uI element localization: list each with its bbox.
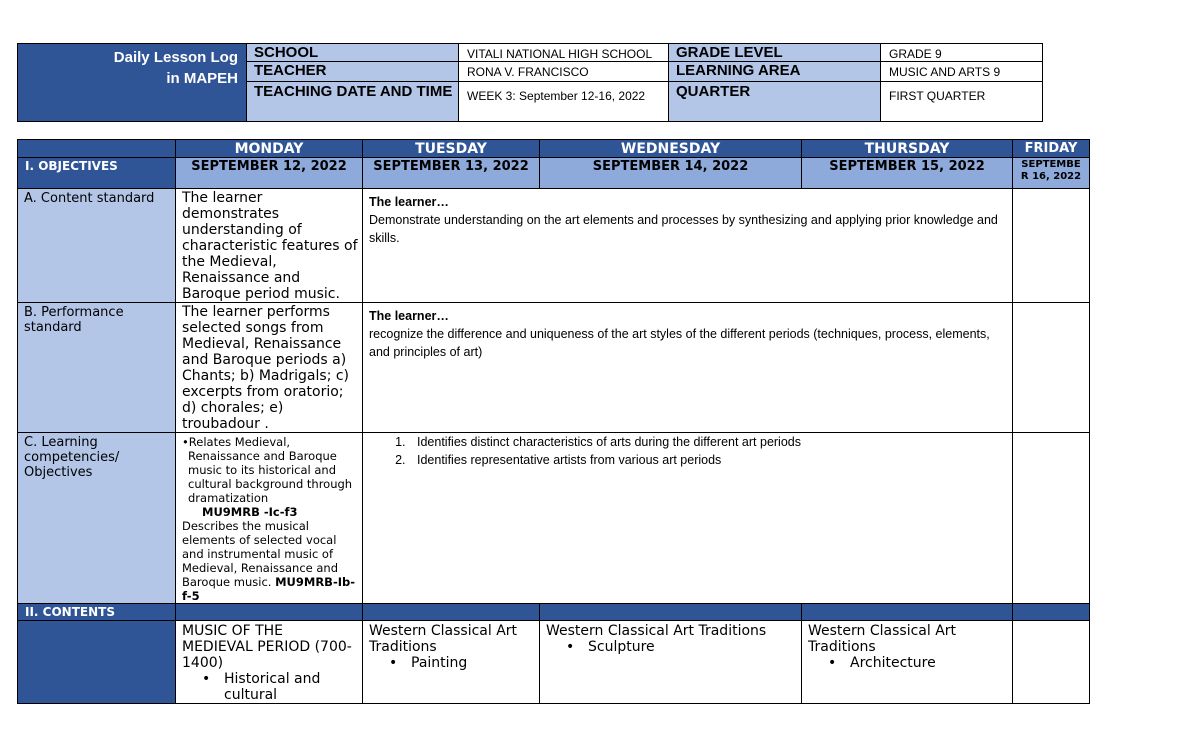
learning-area-value: MUSIC AND ARTS 9 [881,62,1043,82]
school-label: SCHOOL [247,44,459,62]
quarter-label: QUARTER [669,82,881,122]
contents-tuesday-title: Western Classical Art Traditions [369,623,518,655]
competency-bullet-1-rest: Renaissance and Baroque music to its historical and cultural background through dramatization [188,449,353,505]
day-tuesday: TUESDAY [363,140,540,158]
performance-standard-label: B. Performance standard [18,303,176,433]
day-wednesday: WEDNESDAY [540,140,802,158]
performance-standard-monday: The learner performs selected songs from Medieval, Renaissance and Baroque periods a) Chants; b) Madrigals; c) excerpts from oratorio; d) chorales; e) troubadour . [176,303,363,433]
contents-header-row [18,604,1090,621]
contents-thursday-title: Western Classical Art Traditions [808,623,957,655]
competency-code-1: MU9MRB -Ic-f3 [202,505,298,519]
teaching-date-label: TEACHING DATE AND TIME [247,82,459,122]
lesson-table [17,139,1090,704]
date-friday-line-1: SEPTEMBE [1021,159,1081,170]
contents-row [18,621,1090,704]
date-row [18,158,1090,189]
competencies-label: C. Learning competencies/ Objectives [18,433,176,604]
grade-level-value: GRADE 9 [881,44,1043,62]
competency-text-2 [182,519,358,603]
contents-friday [1013,621,1090,704]
header-table [17,43,1043,122]
content-standard-text [363,189,1013,303]
date-thursday: SEPTEMBER 15, 2022 [802,158,1013,189]
performance-standard-body: recognize the difference and uniqueness of the art styles of the different periods (techniques, process, elements, and principles of art) [369,327,990,359]
dll-logo [18,44,247,122]
competency-item-1: 1. Identifies distinct characteristics of arts during the different art periods [409,434,1002,452]
competencies-friday [1013,433,1090,604]
day-friday: FRIDAY [1013,140,1090,158]
contents-band-wednesday [540,604,802,621]
quarter-value: FIRST QUARTER [881,82,1043,122]
logo-line-2: in MAPEH [166,70,238,87]
competency-code-2: MU9MRB-Ib-f-5 [182,575,355,603]
content-standard-friday [1013,189,1090,303]
contents-thursday-bullet: • Architecture [808,655,1008,671]
corner-cell [18,140,176,158]
performance-standard-text [363,303,1013,433]
contents-band-tuesday [363,604,540,621]
competencies-monday [176,433,363,604]
competency-text-2-body: Describes the musical elements of selected vocal and instrumental music of Medieval, Renaissance and Baroque music. [182,519,339,589]
day-monday: MONDAY [176,140,363,158]
performance-standard-lead: The learner… [369,309,449,323]
content-standard-monday: The learner demonstrates understanding of characteristic features of the Medieval, Renaissance and Baroque period music. [176,189,363,303]
performance-standard-row [18,303,1090,433]
grade-level-label: GRADE LEVEL [669,44,881,62]
content-standard-lead: The learner… [369,195,449,209]
date-tuesday: SEPTEMBER 13, 2022 [363,158,540,189]
competency-list [369,434,1002,469]
logo-line-1: Daily Lesson Log [113,49,238,66]
contents-side [18,621,176,704]
performance-standard-friday [1013,303,1090,433]
content-standard-label: A. Content standard [18,189,176,303]
date-monday: SEPTEMBER 12, 2022 [176,158,363,189]
teacher-label: TEACHER [247,62,459,82]
contents-band-thursday [802,604,1013,621]
contents-monday [176,621,363,704]
contents-tuesday-bullet: • Painting [369,655,535,671]
date-friday-line-2: R 16, 2022 [1020,171,1082,182]
contents-band-friday [1013,604,1090,621]
contents-label: II. CONTENTS [18,604,176,621]
contents-wednesday [540,621,802,704]
contents-tuesday [363,621,540,704]
contents-band-monday [176,604,363,621]
competencies-text [363,433,1013,604]
date-friday [1013,158,1090,189]
content-standard-row [18,189,1090,303]
day-header-row [18,140,1090,158]
competencies-row [18,433,1090,604]
competency-bullet-1: •Relates Medieval, [182,435,291,449]
learning-area-label: LEARNING AREA [669,62,881,82]
day-thursday: THURSDAY [802,140,1013,158]
competency-item-2: 2. Identifies representative artists from various art periods [409,452,1002,470]
teaching-date-value: WEEK 3: September 12-16, 2022 [459,82,669,122]
contents-thursday [802,621,1013,704]
objectives-label: I. OBJECTIVES [18,158,176,189]
contents-monday-title: MUSIC OF THE MEDIEVAL PERIOD (700-1400) [182,623,352,671]
school-value: VITALI NATIONAL HIGH SCHOOL [459,44,669,62]
contents-wednesday-title: Western Classical Art Traditions [546,623,767,639]
date-wednesday: SEPTEMBER 14, 2022 [540,158,802,189]
teacher-value: RONA V. FRANCISCO [459,62,669,82]
contents-monday-cont: cultural [224,687,278,703]
contents-monday-bullet: • Historical and [182,671,358,687]
contents-wednesday-bullet: • Sculpture [546,639,797,655]
content-standard-body: Demonstrate understanding on the art elements and processes by synthesizing and applying prior knowledge and skills. [369,213,998,245]
